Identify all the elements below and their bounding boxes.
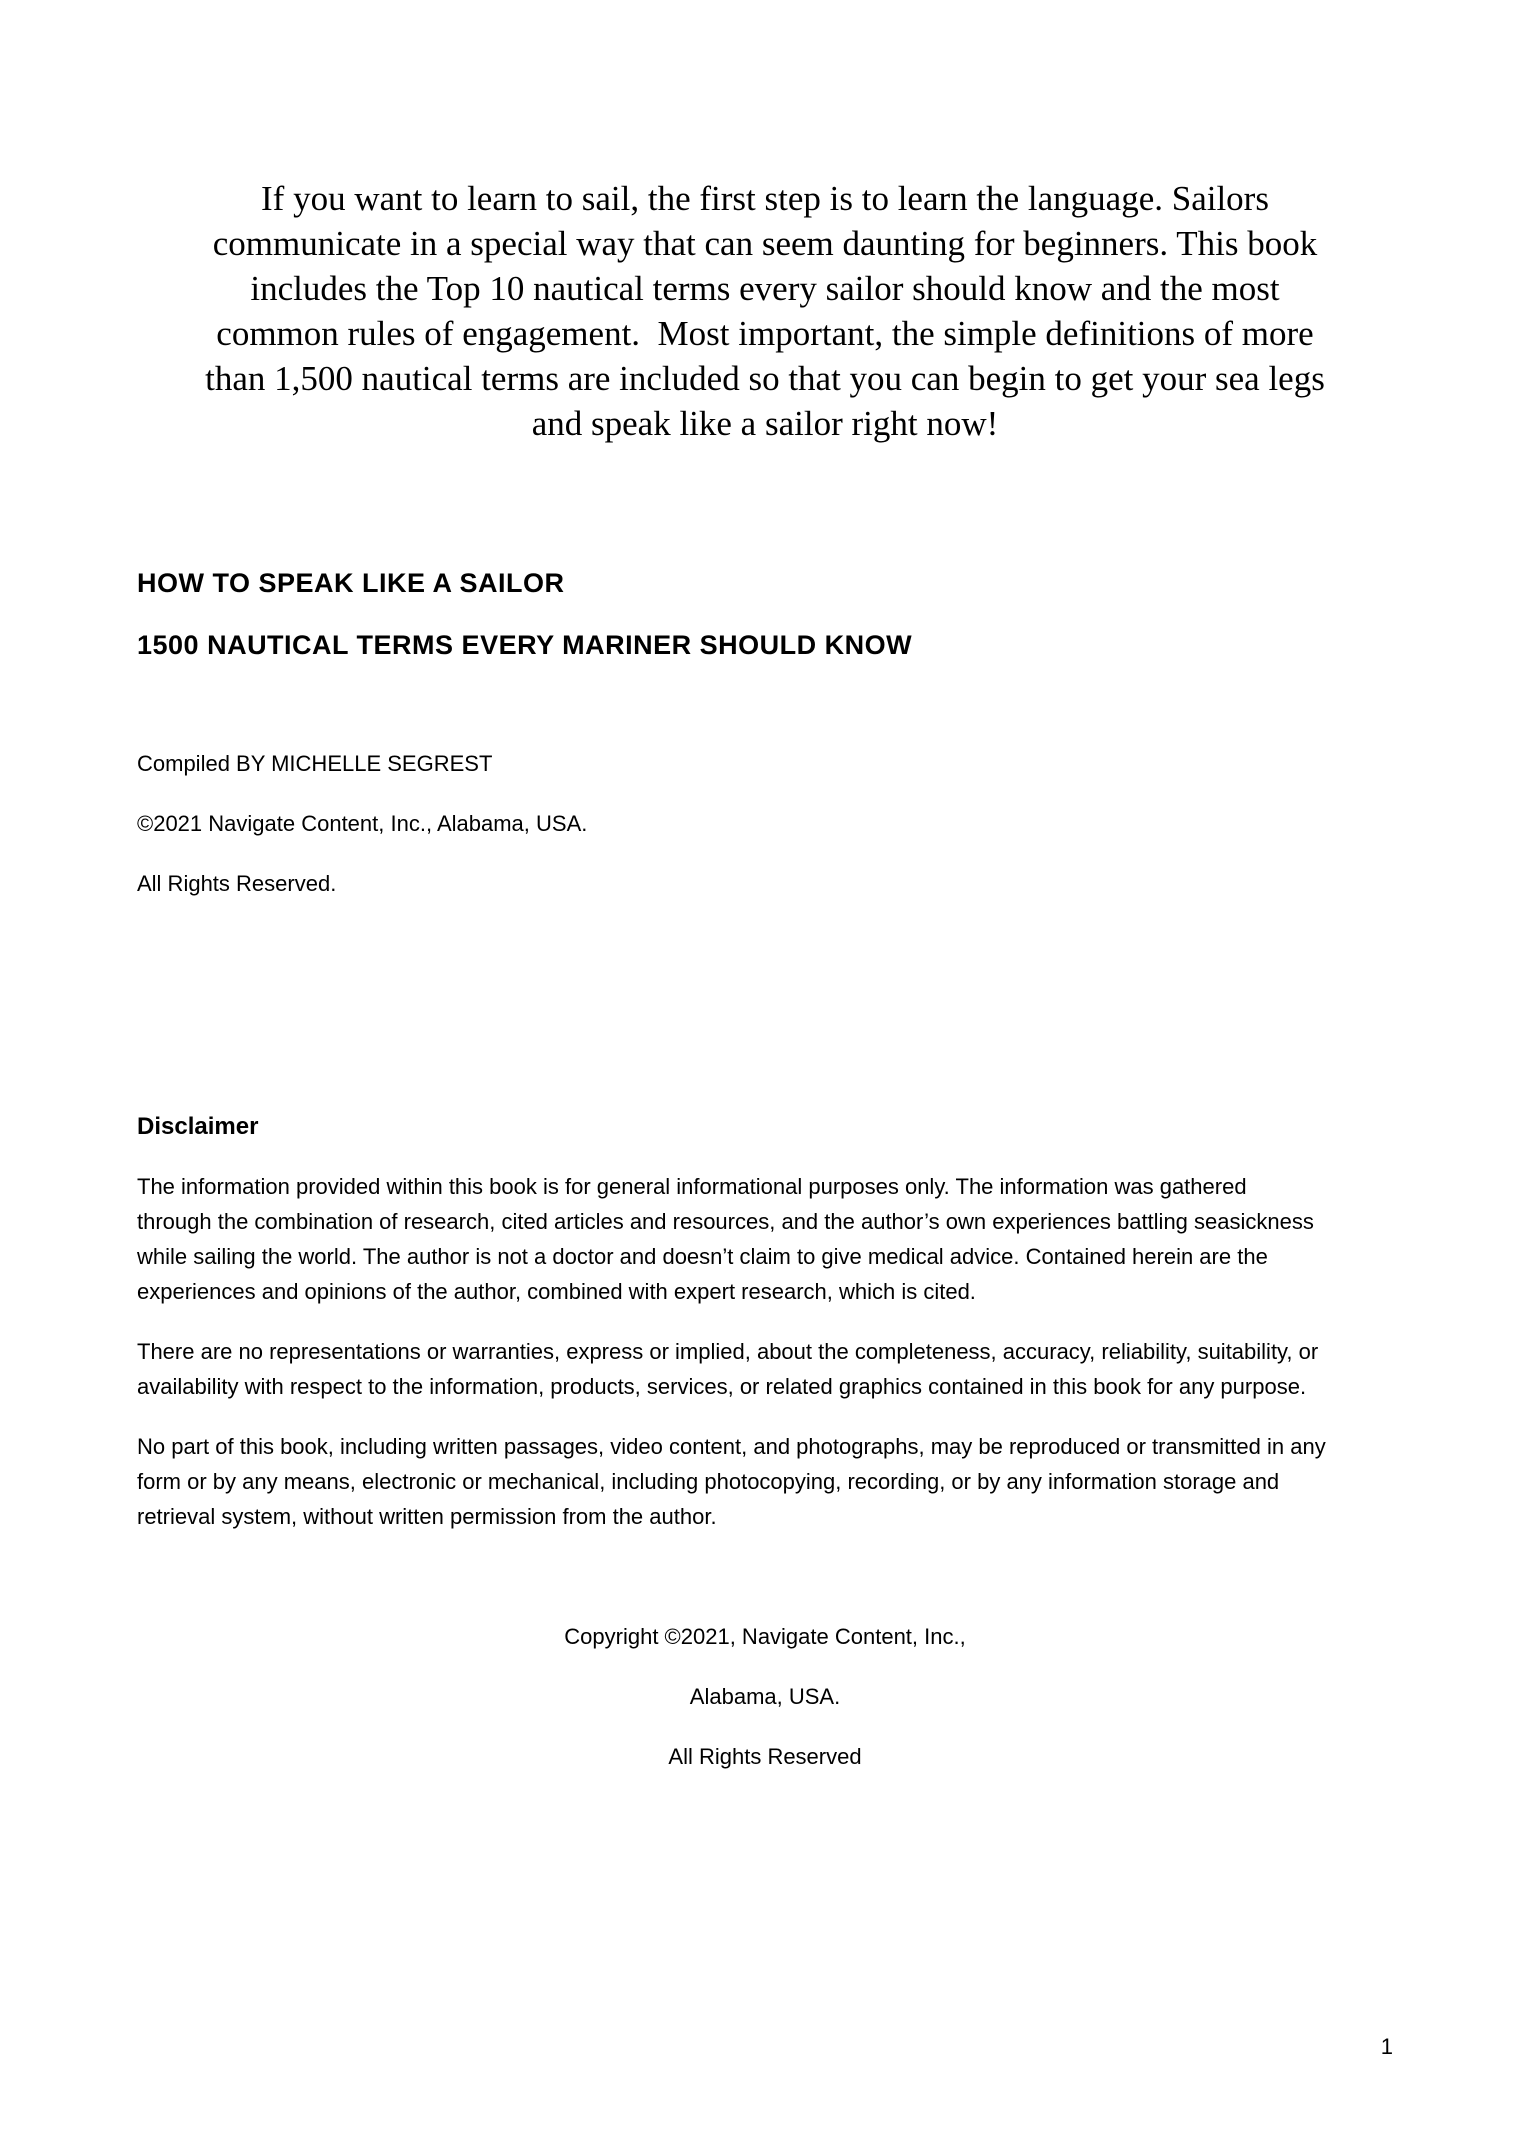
text-line: experiences and opinions of the author, combined with expert research, which is cited. — [137, 1279, 976, 1304]
meta-block — [137, 746, 1393, 901]
text-line: No part of this book, including written passages, video content, and photographs, may be reproduced or transmitted in any — [137, 1434, 1326, 1459]
footer-copyright-line: Copyright ©2021, Navigate Content, Inc., — [564, 1624, 966, 1649]
footer-copyright-block — [137, 1619, 1393, 1774]
disclaimer-paragraph — [137, 1429, 1393, 1534]
text-line: communicate in a special way that can seem daunting for beginners. This book — [212, 224, 1318, 263]
text-line: and speak like a sailor right now! — [531, 404, 999, 443]
disclaimer-paragraph — [137, 1169, 1393, 1309]
disclaimer-section — [137, 1109, 1393, 1534]
text-line: through the combination of research, cited articles and resources, and the author’s own experiences battling seasickness — [137, 1209, 1314, 1234]
disclaimer-paragraph — [137, 1334, 1393, 1404]
text-line: The information provided within this book is for general informational purposes only. The information was gathered — [137, 1174, 1247, 1199]
disclaimer-heading: Disclaimer — [137, 1113, 259, 1140]
document-page — [0, 176, 1530, 1774]
text-line: includes the Top 10 nautical terms every sailor should know and the most — [250, 269, 1280, 308]
book-title: HOW TO SPEAK LIKE A SAILOR — [137, 568, 565, 598]
copyright-line: ©2021 Navigate Content, Inc., Alabama, USA. — [137, 811, 588, 836]
title-block — [137, 566, 1393, 663]
text-line: common rules of engagement. Most important, the simple definitions of more — [216, 314, 1314, 353]
text-line: retrieval system, without written permission from the author. — [137, 1504, 717, 1529]
text-line: than 1,500 nautical terms are included so that you can begin to get your sea legs — [205, 359, 1325, 398]
footer-copyright-location-line: Alabama, USA. — [689, 1684, 841, 1709]
footer-rights-line: All Rights Reserved — [668, 1744, 862, 1769]
compiled-by-line: Compiled BY MICHELLE SEGREST — [137, 751, 493, 776]
text-line: while sailing the world. The author is not a doctor and doesn’t claim to give medical advice. Contained herein are the — [137, 1244, 1268, 1269]
text-line: There are no representations or warranties, express or implied, about the completeness, accuracy, reliability, suitability, or — [137, 1339, 1319, 1364]
page-number: 1 — [1380, 2034, 1393, 2059]
text-line: form or by any means, electronic or mechanical, including photocopying, recording, or by any information storage and — [137, 1469, 1280, 1494]
rights-line: All Rights Reserved. — [137, 871, 337, 896]
text-line: availability with respect to the information, products, services, or related graphics contained in this book for any purpose. — [137, 1374, 1307, 1399]
text-line: If you want to learn to sail, the first step is to learn the language. Sailors — [261, 179, 1269, 218]
intro-paragraph — [137, 176, 1393, 446]
book-subtitle: 1500 NAUTICAL TERMS EVERY MARINER SHOULD KNOW — [137, 630, 913, 660]
